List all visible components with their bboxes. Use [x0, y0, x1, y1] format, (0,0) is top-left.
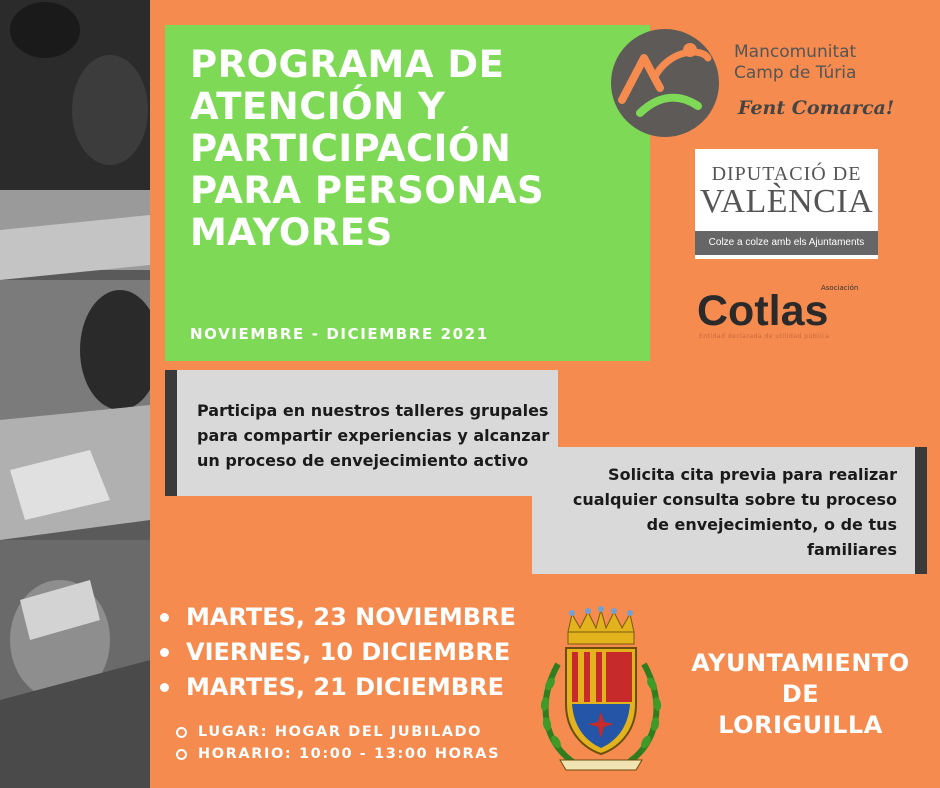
diputacio-tagline: Colze a colze amb els Ajuntaments — [695, 231, 878, 255]
diputacio-line: DIPUTACIÓ DE — [711, 163, 862, 185]
mancomunitat-logo-icon — [610, 28, 720, 138]
title-line: PARA PERSONAS — [190, 169, 545, 212]
box-line: familiares — [807, 540, 897, 559]
title-line: PARTICIPACIÓN — [190, 127, 512, 170]
organizer-line: LORIGUILLA — [718, 711, 883, 739]
diputacio-logo-icon — [695, 149, 878, 259]
cotlas-subtitle: Entidad declarada de utilidad pública — [699, 333, 830, 340]
cotlas-logo-icon — [697, 286, 877, 338]
circle-bullet-icon — [176, 727, 187, 738]
box-line: Participa en nuestros talleres grupales — [197, 401, 549, 420]
cotlas-wordmark: Cotlas — [697, 287, 829, 335]
appointment-description-box — [532, 447, 927, 574]
bullet-icon — [160, 613, 169, 622]
session-dates-list — [155, 600, 516, 705]
bullet-icon — [160, 683, 169, 692]
date-label: VIERNES, 10 DICIEMBRE — [186, 638, 511, 666]
workshop-photo — [0, 0, 150, 788]
box-line: un proceso de envejecimiento activo — [197, 451, 529, 470]
title-line: MAYORES — [190, 211, 393, 254]
info-item — [176, 721, 500, 743]
diputacio-line: VALÈNCIA — [699, 183, 874, 220]
date-item — [155, 600, 516, 635]
mancomunitat-line: Mancomunitat — [734, 42, 857, 62]
circle-bullet-icon — [176, 749, 187, 760]
box-line: Solicita cita previa para realizar — [608, 465, 897, 484]
bullet-icon — [160, 648, 169, 657]
date-item — [155, 670, 516, 705]
cotlas-label: Asociación — [821, 284, 859, 292]
mancomunitat-line: Camp de Túria — [734, 63, 857, 83]
organizer-line: DE — [781, 680, 820, 708]
info-item — [176, 743, 500, 765]
workshop-description-box — [165, 370, 558, 496]
page-title — [190, 44, 630, 254]
place-label: LUGAR: HOGAR DEL JUBILADO — [198, 724, 483, 740]
title-line: PROGRAMA DE — [190, 43, 505, 86]
mancomunitat-name — [734, 42, 856, 84]
mancomunitat-slogan: Fent Comarca! — [738, 97, 895, 119]
box-line: cualquier consulta sobre tu proceso — [572, 490, 897, 509]
date-label: MARTES, 21 DICIEMBRE — [186, 673, 504, 701]
loriguilla-coat-of-arms-icon — [536, 604, 666, 774]
date-item — [155, 635, 516, 670]
place-time-list — [176, 721, 500, 765]
date-range-subtitle: NOVIEMBRE - DICIEMBRE 2021 — [190, 325, 489, 343]
organizer-line: AYUNTAMIENTO — [691, 649, 910, 677]
box-line: de envejecimiento, o de tus — [646, 515, 897, 534]
box-line: para compartir experiencias y alcanzar — [197, 426, 550, 445]
date-label: MARTES, 23 NOVIEMBRE — [186, 603, 516, 631]
time-label: HORARIO: 10:00 - 13:00 HORAS — [198, 746, 501, 762]
organizer-name — [678, 648, 923, 741]
title-line: ATENCIÓN Y — [190, 85, 446, 128]
